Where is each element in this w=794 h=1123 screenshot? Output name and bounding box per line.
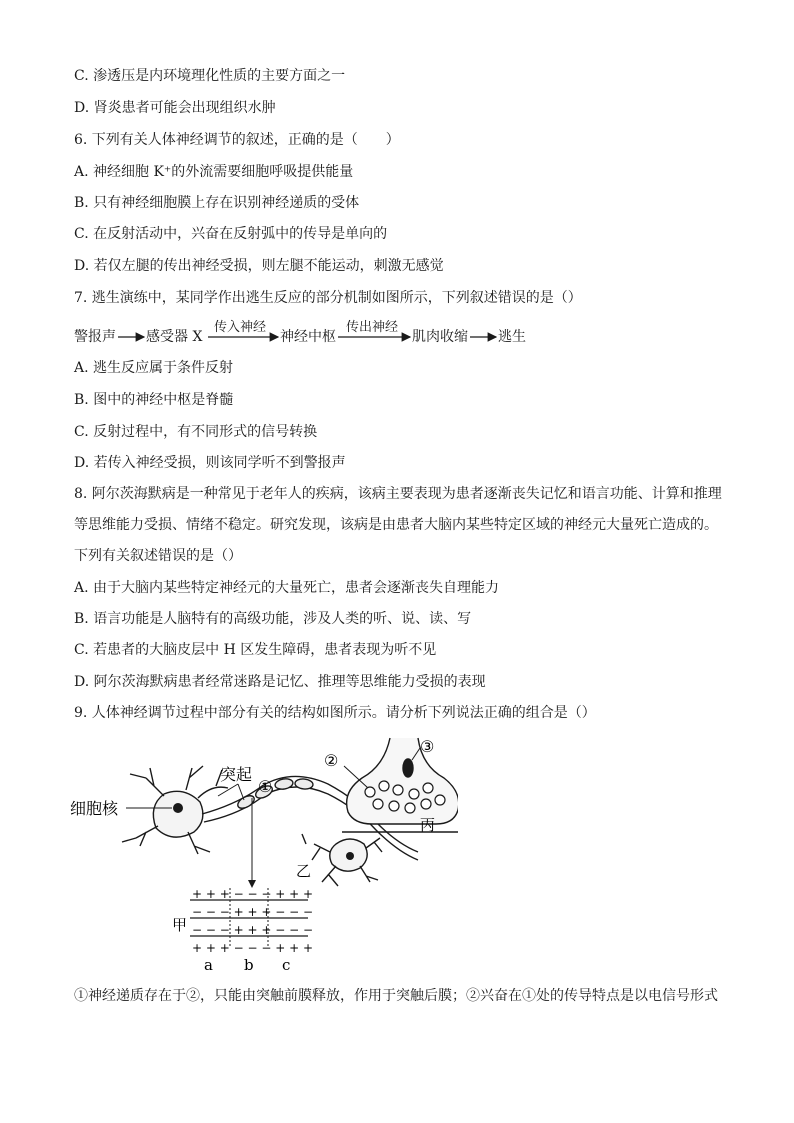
- q7-option-d: D. 若传入神经受损，则该同学听不到警报声: [74, 455, 346, 471]
- q8-option-a: A. 由于大脑内某些特定神经元的大量死亡，患者会逐渐丧失自理能力: [74, 580, 500, 596]
- label-b: b: [244, 956, 254, 974]
- flow-node-muscle: 肌肉收缩: [412, 329, 468, 345]
- flow-node-alarm: 警报声: [74, 329, 116, 345]
- label-circle-2: ②: [324, 751, 339, 770]
- q6-option-c: C. 在反射活动中，兴奋在反射弧中的传导是单向的: [74, 226, 388, 242]
- q8-option-c: C. 若患者的大脑皮层中 H 区发生障碍，患者表现为听不见: [74, 642, 437, 658]
- nucleus-dot: [173, 803, 183, 813]
- q7-option-b: B. 图中的神经中枢是脊髓: [74, 392, 234, 408]
- process-pointer: [218, 784, 244, 800]
- q7-stem: 7. 逃生演练中，某同学作出逃生反应的部分机制如图所示，下列叙述错误的是（）: [74, 290, 582, 306]
- q6-option-a: A. 神经细胞 K⁺的外流需要细胞呼吸提供能量: [74, 164, 354, 180]
- neuron-b-nucleus: [346, 852, 354, 860]
- neuron-b: [302, 834, 382, 886]
- escape-reflex-flowchart: [74, 320, 634, 350]
- nucleus-label: 细胞核: [70, 799, 119, 818]
- label-a: a: [204, 956, 213, 974]
- flow-label-efferent: 传出神经: [346, 320, 399, 335]
- q8-stem-line3: 下列有关叙述错误的是（）: [74, 548, 242, 564]
- q5-option-c: C. 渗透压是内环境理化性质的主要方面之一: [74, 68, 346, 84]
- neuron-structure-figure: [68, 732, 458, 978]
- process-label: 突起: [220, 765, 253, 784]
- flow-node-escape: 逃生: [498, 329, 526, 345]
- label-yi: 乙: [296, 862, 312, 880]
- potential-row-3: − − − + + + − − −: [192, 923, 314, 937]
- label-circle-1: ①: [258, 777, 273, 796]
- q6-stem: 6. 下列有关人体神经调节的叙述，正确的是（ ）: [74, 132, 400, 148]
- label-bing: 丙: [420, 816, 436, 834]
- potential-row-1: + + + − − − + + +: [192, 887, 314, 901]
- flow-label-afferent: 传入神经: [214, 320, 267, 335]
- q7-option-c: C. 反射过程中，有不同形式的信号转换: [74, 424, 318, 440]
- q8-option-b: B. 语言功能是人脑特有的高级功能，涉及人类的听、说、读、写: [74, 611, 472, 627]
- flow-node-receptor: 感受器 X: [146, 329, 203, 345]
- q6-option-d: D. 若仅左腿的传出神经受损，则左腿不能运动，刺激无感觉: [74, 258, 444, 274]
- potential-row-2: − − − + + + − − −: [192, 905, 314, 919]
- label-c: c: [282, 956, 291, 974]
- q7-option-a: A. 逃生反应属于条件反射: [74, 360, 234, 376]
- potential-row-4: + + + − − − + + +: [192, 941, 314, 955]
- label-jia: 甲: [172, 916, 188, 934]
- q8-stem-line2: 等思维能力受损、情绪不稳定。研究发现，该病是由患者大脑内某些特定区域的神经元大量死亡造成的。: [74, 517, 718, 533]
- flow-node-center: 神经中枢: [280, 329, 336, 345]
- q9-stem: 9. 人体神经调节过程中部分有关的结构如图所示。请分析下列说法正确的组合是（）: [74, 705, 596, 721]
- q5-option-d: D. 肾炎患者可能会出现组织水肿: [74, 100, 276, 116]
- q8-stem-line1: 8. 阿尔茨海默病是一种常见于老年人的疾病，该病主要表现为患者逐渐丧失记忆和语言功能、计算和推理: [74, 486, 722, 502]
- label-circle-3: ③: [420, 737, 435, 756]
- q9-statement: ①神经递质存在于②，只能由突触前膜释放，作用于突触后膜；②兴奋在①处的传导特点是以电信号形式: [74, 988, 718, 1004]
- q6-option-b: B. 只有神经细胞膜上存在识别神经递质的受体: [74, 195, 360, 211]
- q8-option-d: D. 阿尔茨海默病患者经常迷路是记忆、推理等思维能力受损的表现: [74, 674, 486, 690]
- membrane-potential-diagram: [172, 887, 313, 974]
